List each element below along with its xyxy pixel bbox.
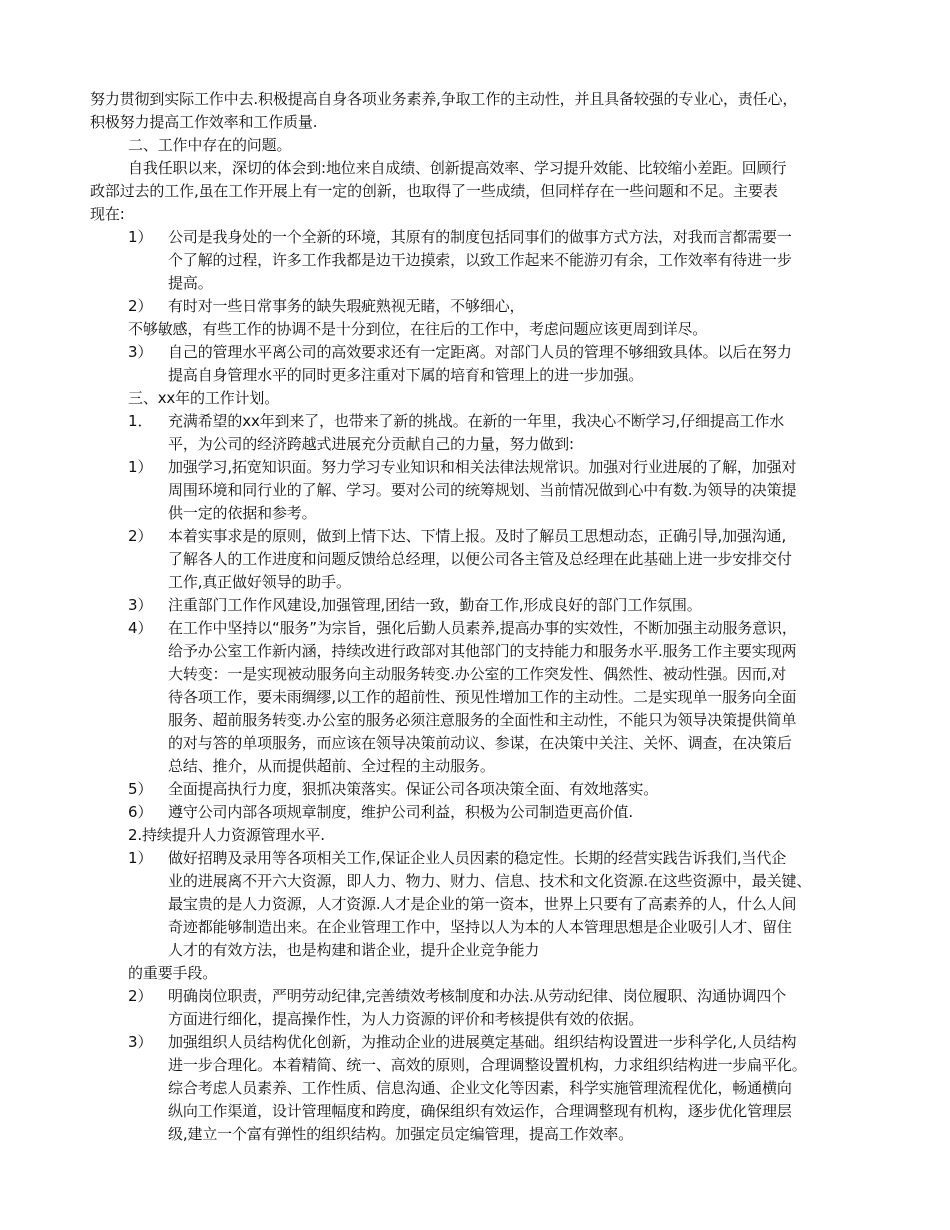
list-item-line: 的对与答的单项服务，而应该在领导决策前动议、参谋，在决策中关注、关怀、调查，在决策后: [168, 734, 792, 752]
list-item-line: 最宝贵的是人力资源，人才资源.人才是企业的第一资本，世界上只要有了高素养的人，什么人间: [168, 895, 797, 913]
list-item-line: 明确岗位职责，严明劳动纪律,完善绩效考核制度和办法.从劳动纪律、岗位履职、沟通协调四个: [168, 987, 787, 1005]
list-marker: 2）: [128, 987, 153, 1005]
list-item-line: 纵向工作渠道，设计管理幅度和跨度，确保组织有效运作，合理调整现有机构，逐步优化管理层: [168, 1102, 792, 1120]
list-item-line: 加强学习,拓宽知识面。努力学习专业知识和相关法律法规常识。加强对行业进展的了解，加强对: [168, 458, 797, 476]
list-item-line: 个了解的过程，许多工作我都是边干边摸索，以致工作起来不能游刃有余，工作效率有待进一步: [168, 251, 792, 269]
list-marker: 3）: [128, 596, 153, 614]
paragraph-line: 积极努力提高工作效率和工作质量.: [90, 113, 318, 131]
list-item-line: 待各项工作，要未雨绸缪,以工作的超前性、预见性增加工作的主动性。二是实现单一服务向全面: [168, 688, 797, 706]
list-item-line: 服务、超前服务转变.办公室的服务必须注意服务的全面性和主动性，不能只为领导决策提供简单: [168, 711, 797, 729]
list-item-line: 业的进展离不开六大资源，即人力、物力、财力、信息、技术和文化资源.在这些资源中，最关键、: [168, 872, 812, 890]
list-marker: 3）: [128, 343, 153, 361]
list-item-line: 供一定的依据和参考。: [168, 504, 317, 522]
list-item-line: 在工作中坚持以“服务”为宗旨，强化后勤人员素养,提高办事的实效性，不断加强主动服务意识，: [168, 619, 797, 637]
paragraph-line: 政部过去的工作,虽在工作开展上有一定的创新，也取得了一些成绩，但同样存在一些问题和不足。主要表: [90, 182, 778, 200]
list-item-line: 本着实事求是的原则，做到上情下达、下情上报。及时了解员工思想动态，正确引导,加强沟通,: [168, 527, 787, 545]
list-marker: 2）: [128, 297, 153, 315]
list-item-line: 全面提高执行力度，狠抓决策落实。保证公司各项决策全面、有效地落实。: [168, 780, 659, 798]
list-item-line: 公司是我身处的一个全新的环境，其原有的制度包括同事们的做事方式方法，对我而言都需要一: [168, 228, 792, 246]
list-item-line: 人才的有效方法，也是构建和谐企业，提升企业竞争能力: [168, 941, 540, 959]
list-marker: 6）: [128, 803, 153, 821]
list-item-line: 总结、推介，从而提供超前、全过程的主动服务。: [168, 757, 495, 775]
list-marker: 1．: [128, 412, 153, 430]
section-heading: 三、xx年的工作计划。: [128, 389, 280, 407]
list-marker: 4）: [128, 619, 153, 637]
list-marker: 1）: [128, 228, 153, 246]
paragraph-line: 不够敏感，有些工作的协调不是十分到位，在往后的工作中，考虑问题应该更周到详尽。: [128, 320, 708, 338]
list-item-line: 级,建立一个富有弹性的组织结构。加强定员定编管理，提高工作效率。: [168, 1125, 633, 1143]
list-item-line: 加强组织人员结构优化创新，为推动企业的进展奠定基础。组织结构设置进一步科学化,人员结构: [168, 1033, 797, 1051]
list-item-line: 平，为公司的经济跨越式进展充分贡献自己的力量，努力做到:: [168, 435, 574, 453]
list-item-line: 周围环境和同行业的了解、学习。要对公司的统筹规划、当前情况做到心中有数.为领导的决策提: [168, 481, 797, 499]
section-heading: 二、工作中存在的问题。: [128, 136, 292, 154]
list-marker: 3）: [128, 1033, 153, 1051]
subsection-heading: 2.持续提升人力资源管理水平.: [128, 826, 325, 844]
list-item-line: 进一步合理化。本着精简、统一、高效的原则，合理调整设置机构，力求组织结构进一步扁平化。: [168, 1056, 807, 1074]
list-item-line: 遵守公司内部各项规章制度，维护公司利益，积极为公司制造更高价值.: [168, 803, 633, 821]
list-item-line: 大转变：一是实现被动服务向主动服务转变.办公室的工作突发性、偶然性、被动性强。因而,对: [168, 665, 787, 683]
list-marker: 1）: [128, 849, 153, 867]
list-item-line: 充满希望的xx年到来了，也带来了新的挑战。在新的一年里，我决心不断学习,仔细提高工作水: [168, 412, 785, 430]
list-item-line: 给予办公室工作新内涵，持续改进行政部对其他部门的支持能力和服务水平.服务工作主要实现两: [168, 642, 797, 660]
list-marker: 2）: [128, 527, 153, 545]
list-item-line: 提高自身管理水平的同时更多注重对下属的培育和管理上的进一步加强。: [168, 366, 644, 384]
list-item-line: 做好招聘及录用等各项相关工作,保证企业人员因素的稳定性。长期的经营实践告诉我们,当代企: [168, 849, 787, 867]
paragraph-line: 的重要手段。: [128, 964, 218, 982]
list-marker: 1）: [128, 458, 153, 476]
paragraph-line: 自我任职以来，深切的体会到:地位来自成绩、创新提高效率、学习提升效能、比较缩小差距。回顾行: [128, 159, 787, 177]
list-item-line: 方面进行细化，提高操作性，为人力资源的评价和考核提供有效的依据。: [168, 1010, 644, 1028]
list-item-line: 奇迹都能够制造出来。在企业管理工作中，坚持以人为本的人本管理思想是企业吸引人才、留住: [168, 918, 792, 936]
list-item-line: 了解各人的工作进度和问题反馈给总经理，以便公司各主管及总经理在此基础上进一步安排交付: [168, 550, 792, 568]
list-item-line: 工作,真正做好领导的助手。: [168, 573, 351, 591]
list-item-line: 注重部门工作作风建设,加强管理,团结一致，勤奋工作,形成良好的部门工作氛围。: [168, 596, 702, 614]
list-marker: 5）: [128, 780, 153, 798]
paragraph-line: 现在:: [90, 205, 125, 223]
list-item-line: 自己的管理水平离公司的高效要求还有一定距离。对部门人员的管理不够细致具体。以后在努力: [168, 343, 792, 361]
paragraph-line: 努力贯彻到实际工作中去.积极提高自身各项业务素养,争取工作的主动性，并且具备较强的专业心，责任心，: [90, 90, 798, 108]
list-item-line: 综合考虑人员素养、工作性质、信息沟通、企业文化等因素，科学实施管理流程优化，畅通横向: [168, 1079, 792, 1097]
list-item-line: 有时对一些日常事务的缺失瑕疵熟视无睹，不够细心，: [168, 297, 525, 315]
list-item-line: 提高。: [168, 274, 213, 292]
